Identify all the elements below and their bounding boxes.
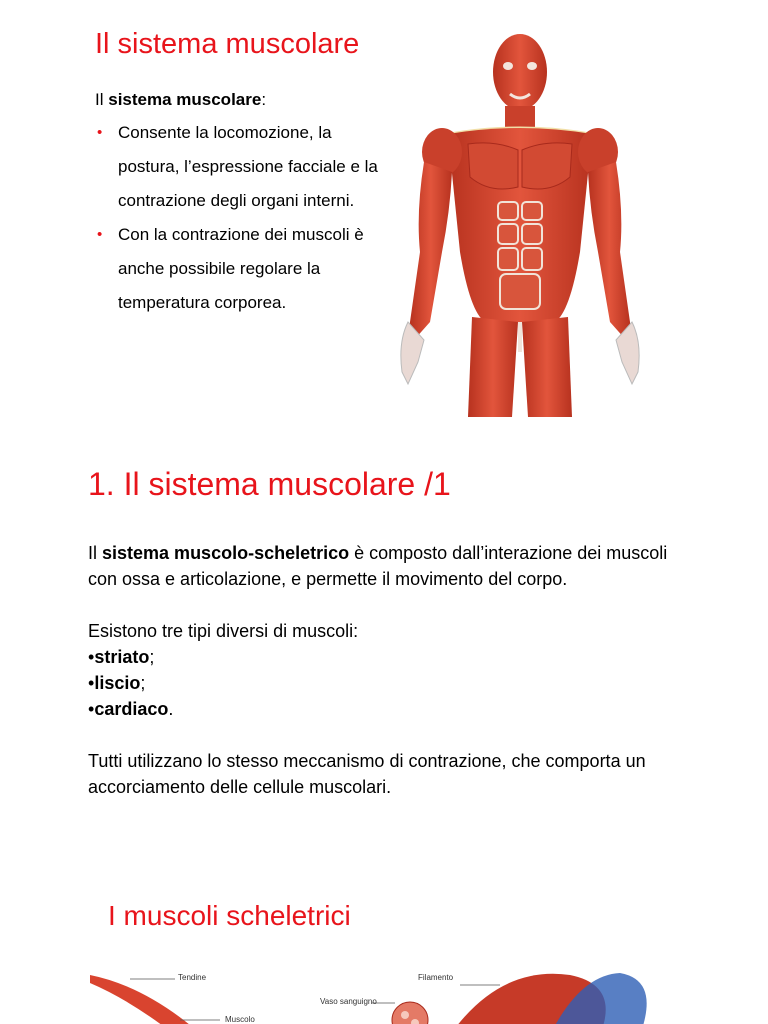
- muscular-body-illustration: [380, 22, 660, 417]
- type-name: striato: [94, 647, 150, 667]
- paragraph: Tutti utilizzano lo stesso meccanismo di contrazione, che comporta un accorciamento delle cellule muscolari.: [88, 751, 646, 797]
- bullet-dot: •: [97, 226, 103, 243]
- intro-suffix: :: [261, 90, 267, 109]
- intro-prefix: Il: [95, 90, 109, 109]
- bullet-item: [95, 116, 390, 218]
- type-bullet: •: [88, 699, 95, 719]
- type-bullet: •: [88, 647, 95, 667]
- muscle-structure-illustration: [80, 965, 680, 1024]
- slide-body: [88, 540, 688, 800]
- bullet-text: Consente la locomozione, la postura, l’espressione facciale e la contrazione degli organi interni.: [118, 123, 378, 210]
- intro-line: [95, 90, 266, 110]
- paragraph: [88, 540, 688, 592]
- skeletal-muscle-diagram: [80, 965, 680, 1024]
- slide-sistema-muscolare-1: [0, 440, 768, 860]
- type-bullet: •: [88, 673, 95, 693]
- slide-title: I muscoli scheletrici: [108, 900, 351, 931]
- slide-title: 1. Il sistema muscolare /1: [88, 466, 451, 502]
- type-name: liscio: [94, 673, 141, 693]
- label-vaso-sanguigno: Vaso sanguigno: [320, 997, 377, 1006]
- muscle-type-item: [88, 696, 688, 722]
- type-suffix: ;: [149, 647, 155, 667]
- slide-title: Il sistema muscolare: [95, 28, 360, 60]
- p1-prefix: Il: [88, 543, 103, 563]
- bullet-item: [95, 218, 390, 320]
- bullet-list: [95, 116, 390, 320]
- paragraph: Esistono tre tipi diversi di muscoli:: [88, 621, 359, 641]
- bullet-text: Con la contrazione dei muscoli è anche possibile regolare la temperatura corporea.: [118, 225, 364, 312]
- intro-bold: sistema muscolare: [108, 90, 262, 109]
- muscle-type-item: [88, 644, 688, 670]
- bullet-dot: •: [97, 124, 103, 141]
- p1-suffix: è composto dall’interazione dei muscoli con ossa e articolazione, e permette il movimento del corpo.: [88, 543, 668, 589]
- slide-sistema-muscolare: [0, 0, 768, 440]
- slide-muscoli-scheletrici: [0, 860, 768, 1024]
- muscle-type-item: [88, 670, 688, 696]
- type-suffix: ;: [140, 673, 146, 693]
- type-suffix: .: [168, 699, 174, 719]
- label-filamento: Filamento: [418, 973, 454, 982]
- type-name: cardiaco: [94, 699, 169, 719]
- label-tendine: Tendine: [178, 973, 207, 982]
- label-muscolo: Muscolo: [225, 1015, 255, 1024]
- p1-bold: sistema muscolo-scheletrico: [102, 543, 350, 563]
